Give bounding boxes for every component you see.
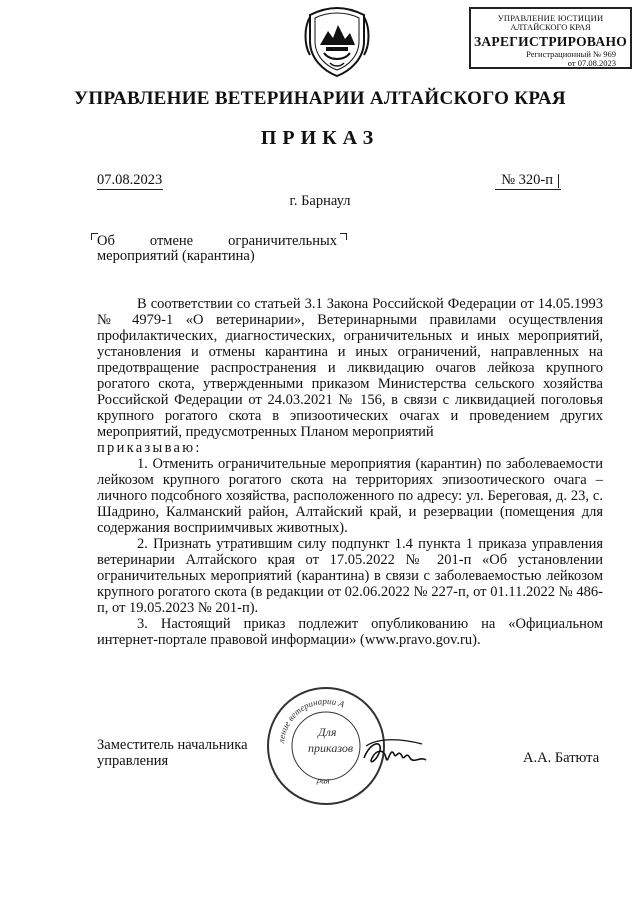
subject-word3: ограничительных: [228, 233, 337, 249]
number-field-mark: [558, 174, 559, 188]
signatory-name: А.А. Батюта: [523, 750, 600, 766]
order-number-text: № 320-п: [501, 172, 553, 188]
handwritten-signature-icon: [360, 736, 430, 772]
item-3: 3. Настоящий приказ подлежит опубликованию на «Официальном интернет-портале правовой информации» (www.pravo.gov.ru).: [97, 616, 603, 648]
registration-authority-line1: УПРАВЛЕНИЕ ЮСТИЦИИ: [497, 13, 604, 23]
order-word-paragraph: [97, 440, 603, 456]
coat-of-arms-icon: [300, 5, 374, 79]
svg-text:рая: [315, 774, 329, 785]
subject-word1: Об: [97, 233, 115, 249]
order-number: [495, 172, 561, 190]
city: г. Барнаул: [289, 193, 351, 209]
registration-authority-line2: АЛТАЙСКОГО КРАЯ: [510, 22, 591, 32]
subject-bracket-right: [340, 233, 347, 240]
subject-line1: [97, 234, 337, 249]
signatory-position: [97, 737, 248, 769]
order-word: приказываю:: [97, 440, 202, 456]
document-body: [97, 296, 603, 648]
registration-date: от 07.08.2023: [567, 58, 616, 68]
seal-bottom-text: рая: [316, 774, 330, 786]
signatory-position-line1: Заместитель начальника: [97, 737, 248, 753]
order-date: 07.08.2023: [97, 172, 163, 188]
registration-status: ЗАРЕГИСТРИРОВАНО: [473, 34, 628, 49]
item-2: 2. Признать утратившим силу подпункт 1.4 пункта 1 приказа управления ветеринарии Алтайского края от 17.05.2022 № 201-п «Об установлении ограничительных мероприятий (карантина) в связи с заболеваемостью лейкозом крупного рогатого скота (в редакции от 02.06.2022 № 227-п, от 01.11.2022 № 486-п, от 19.05.2023 № 201-п).: [97, 536, 603, 616]
preamble: В соответствии со статьей 3.1 Закона Российской Федерации от 14.05.1993 № 4979-1 «О ветеринарии», Ветеринарными правилами осуществления профилактических, диагностических, ограничительных и иных мероприятий, установления и отмены карантина и иных ограничений, направленных на предотвращение распространения и ликвидацию очагов лейкоза крупного рогатого скота, утвержденными приказом Министерства сельского хозяйства Российской Федерации от 24.03.2021 № 156, в связи с ликвидацией поголовья крупного рогатого скота в эпизоотических очагах и проведением других мероприятий, предусмотренных Планом мероприятий: [97, 296, 603, 440]
order-subject: [97, 234, 337, 264]
seal-inner-line1: Для: [318, 725, 337, 739]
organization-title: УПРАВЛЕНИЕ ВЕТЕРИНАРИИ АЛТАЙСКОГО КРАЯ: [74, 88, 566, 109]
subject-line2: мероприятий (карантина): [97, 248, 255, 264]
seal-outer-text: ление ветеринарии А: [276, 695, 346, 744]
signatory-position-line2: управления: [97, 753, 169, 769]
item-1: 1. Отменить ограничительные мероприятия (карантин) по заболеваемости лейкозом крупного рогатого скота на территориях эпизоотического очага – личного подсобного хозяйства, расположенного по адресу: ул. Береговая, д. 23, с. Шадрино, Калманский район, Алтайский край, и резервации (помещения для содержания восприимчивых животных).: [97, 456, 603, 536]
seal-inner-line2: приказов: [308, 741, 354, 755]
document-type: ПРИКАЗ: [260, 127, 380, 149]
subject-word2: отмене: [149, 233, 194, 249]
registration-number: Регистрационный № 969: [526, 49, 616, 59]
registration-stamp: [469, 7, 632, 69]
